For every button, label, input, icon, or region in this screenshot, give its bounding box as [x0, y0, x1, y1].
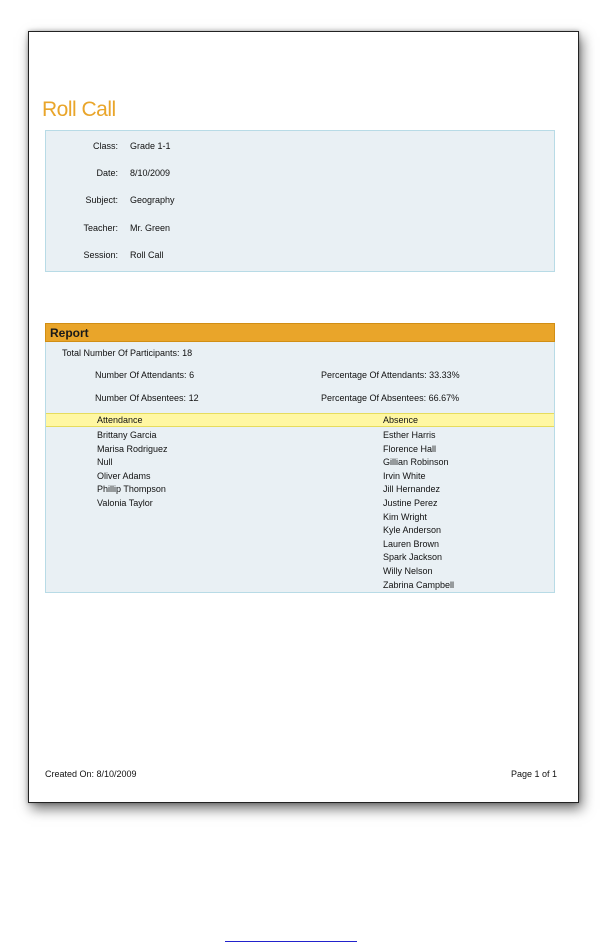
info-row-class [46, 141, 554, 155]
attendants-count [95, 370, 194, 380]
list-item: Valonia Taylor [97, 497, 153, 508]
link-underline[interactable] [225, 941, 357, 942]
info-row-date [46, 168, 554, 182]
page-title: Roll Call [42, 98, 116, 121]
list-item: Esther Harris [383, 430, 436, 440]
report-header [45, 323, 555, 342]
session-label: Session: [83, 250, 118, 260]
class-value: Grade 1-1 [130, 141, 171, 151]
total-participants [62, 348, 192, 358]
attendants-percentage [321, 370, 460, 380]
list-item: Justine Perez [383, 497, 438, 508]
list-item: Irvin White [383, 470, 426, 481]
attendants-label: Number Of Attendants: [95, 370, 187, 380]
pct-absentees-label: Percentage Of Absentees: [321, 393, 427, 403]
list-item: Oliver Adams [97, 470, 151, 481]
list-item: Null [97, 457, 113, 468]
list-item: Florence Hall [383, 443, 437, 454]
absentees-percentage [321, 393, 459, 403]
class-label: Class: [92, 141, 118, 151]
list-item: Kyle Anderson [383, 525, 442, 536]
date-value: 8/10/2009 [130, 168, 171, 178]
absentees-count [95, 393, 199, 403]
subject-label: Subject: [85, 195, 118, 205]
teacher-value: Mr. Green [130, 223, 171, 233]
page-number: Page 1 of 1 [510, 769, 557, 779]
session-value: Roll Call [130, 250, 164, 260]
list-item: Spark Jackson [383, 552, 443, 563]
report-page [28, 31, 579, 803]
total-participants-label: Total Number Of Participants: [62, 348, 180, 358]
pct-absentees-value: 66.67% [428, 393, 460, 403]
absentees-value: 12 [188, 393, 199, 403]
teacher-label: Teacher: [83, 223, 118, 233]
list-item: Kim Wright [383, 511, 427, 522]
list-item: Phillip Thompson [97, 484, 166, 495]
report-section [45, 323, 555, 593]
pct-attendants-value: 33.33% [429, 370, 460, 380]
list-item: Willy Nelson [383, 565, 433, 576]
info-row-session [46, 250, 554, 264]
absentees-label: Number Of Absentees: [95, 393, 187, 403]
date-label: Date: [96, 168, 118, 178]
attendance-column-header: Attendance [97, 415, 143, 425]
list-item: Brittany Garcia [97, 430, 157, 440]
list-item: Gillian Robinson [383, 457, 449, 468]
total-participants-value: 18 [182, 348, 193, 358]
absence-list [383, 429, 454, 592]
info-row-subject [46, 195, 554, 209]
list-item: Marisa Rodriguez [97, 443, 168, 454]
session-info-panel [45, 130, 555, 272]
attendance-list-header [46, 413, 554, 427]
list-item: Lauren Brown [383, 538, 440, 549]
attendants-value: 6 [189, 370, 195, 380]
pct-attendants-label: Percentage Of Attendants: [321, 370, 427, 380]
list-item: Zabrina Campbell [383, 579, 455, 590]
report-title: Report [50, 326, 89, 340]
info-row-teacher [46, 223, 554, 237]
list-item: Jill Hernandez [383, 484, 441, 495]
absence-column-header: Absence [383, 415, 419, 425]
subject-value: Geography [130, 195, 175, 205]
attendance-list [97, 429, 168, 511]
created-on: Created On: 8/10/2009 [45, 769, 137, 779]
